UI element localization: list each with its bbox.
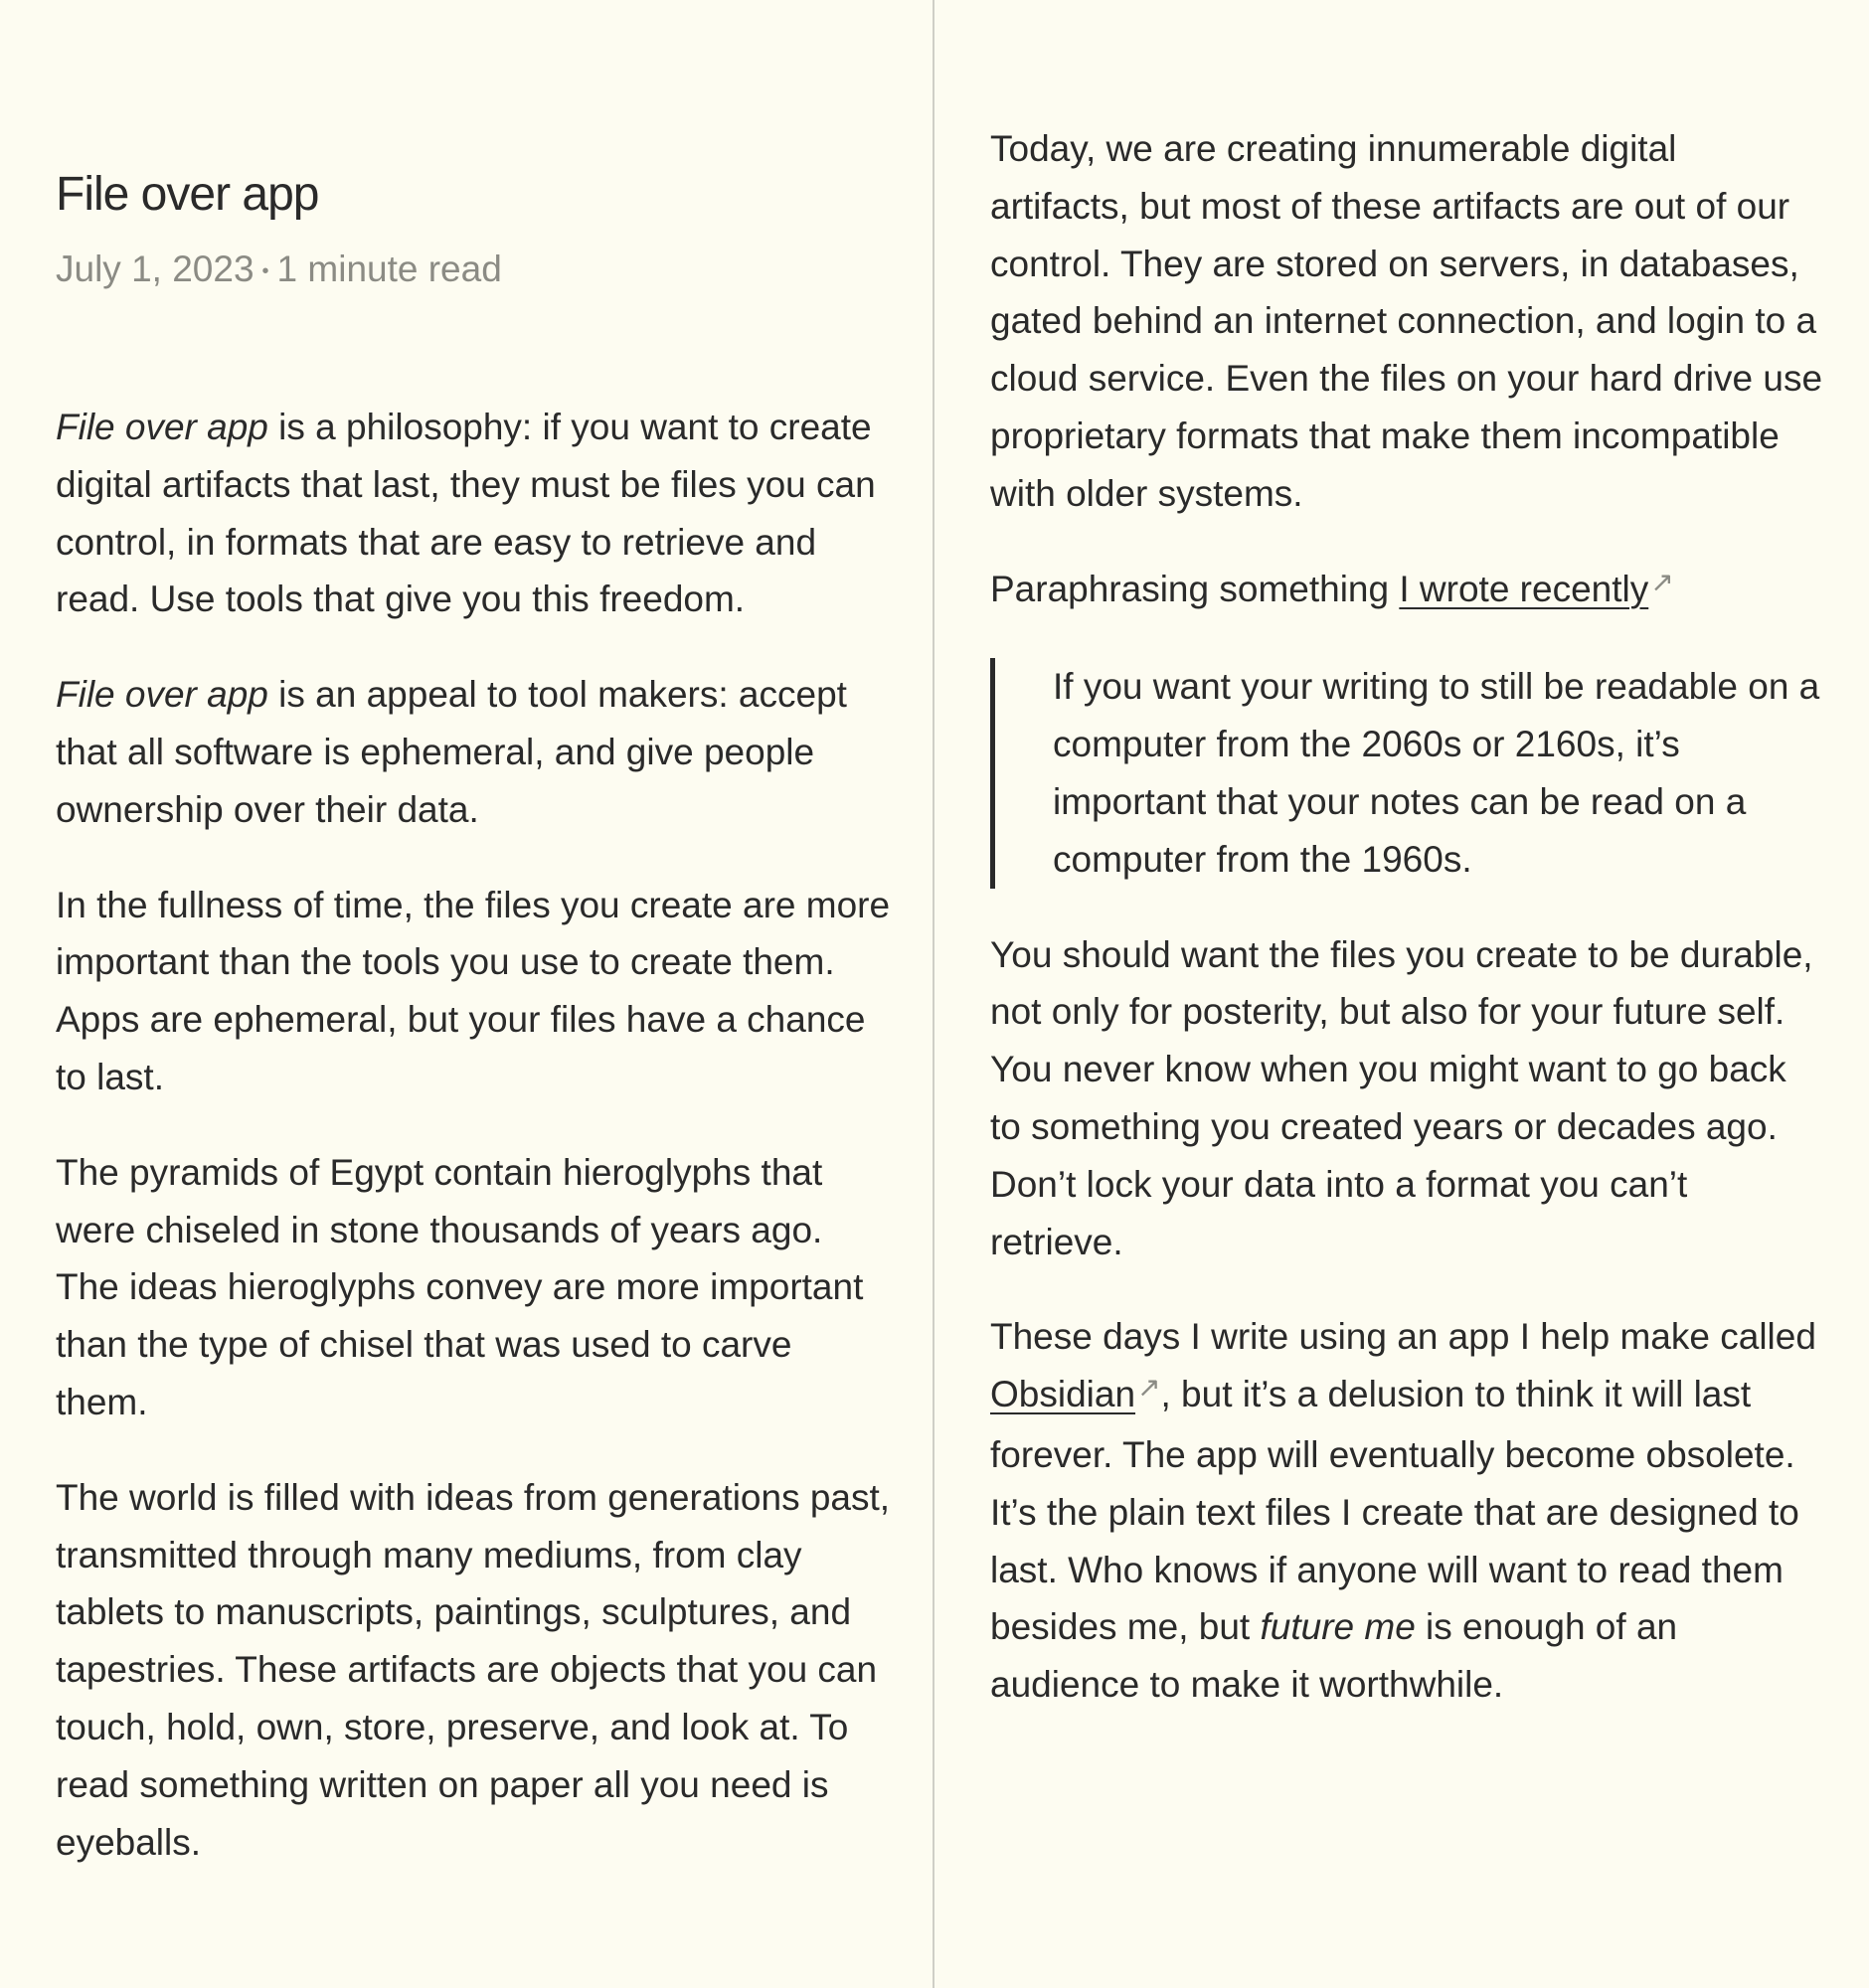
paragraph-7-text: Paraphrasing something xyxy=(990,568,1400,609)
column-divider xyxy=(933,0,934,1988)
paragraph-9-text-after: is enough of an audience to make it worthwhile. xyxy=(990,1606,1678,1706)
article-body-right xyxy=(990,120,1825,1751)
paragraph-7 xyxy=(990,561,1825,621)
paragraph-9-emphasis: future me xyxy=(1260,1606,1416,1648)
paragraph-8: You should want the files you create to be durable, not only for posterity, but also for your future self. You never know when you might want to go back to something you created years or decades ago. Don’t lock your data into a format you can’t retrieve. xyxy=(990,933,1813,1262)
article-body-left xyxy=(56,399,891,1908)
paragraph-1-text: is a philosophy: if you want to create digital artifacts that last, they must be files you can control, in formats that are easy to retrieve and read. Use tools that give you this freedom. xyxy=(56,407,876,620)
paragraph-2-text: is an appeal to tool makers: accept that all software is ephemeral, and give people ownership over their data. xyxy=(56,674,847,830)
paragraph-3: In the fullness of time, the files you create are more important than the tools you use to create them. Apps are ephemeral, but your files have a chance to last. xyxy=(56,884,891,1097)
read-time: 1 minute read xyxy=(276,248,502,289)
paragraph-2 xyxy=(56,666,891,838)
paragraph-9-text-middle: , but it’s a delusion to think it will last forever. The app will eventually become obsolete. It’s the plain text files I create that are designed to last. Who knows if anyone will want to read them besides me, but xyxy=(990,1374,1799,1648)
paragraph-9-text-before: These days I write using an app I help make called xyxy=(990,1316,1816,1358)
paragraph-5: The world is filled with ideas from generations past, transmitted through many mediums, from clay tablets to manuscripts, paintings, sculptures, and tapestries. These artifacts are objects that you can touch, hold, own, store, preserve, and look at. To read something written on paper all you need is eyeballs. xyxy=(56,1476,891,1863)
paragraph-6: Today, we are creating innumerable digital artifacts, but most of these artifacts are out of our control. They are stored on servers, in databases, gated behind an internet connection, and login to a cloud service. Even the files on your hard drive use proprietary formats that make them incompatible with older systems. xyxy=(990,128,1823,514)
paragraph-9 xyxy=(990,1308,1825,1714)
quote-text: If you want your writing to still be readable on a computer from the 2060s or 2160s, it’s important that your notes can be read on a computer from the 1960s. xyxy=(1053,666,1820,880)
link-obsidian[interactable]: Obsidian xyxy=(990,1374,1136,1415)
external-link-icon: ↗ xyxy=(1137,1372,1161,1404)
paragraph-4: The pyramids of Egypt contain hieroglyphs that were chiseled in stone thousands of years ago. The ideas hieroglyphs convey are more important than the type of chisel that was used to carve them. xyxy=(56,1151,864,1422)
paragraph-2-emphasis: File over app xyxy=(56,674,268,716)
meta-separator: • xyxy=(261,260,269,282)
paragraph-1 xyxy=(56,399,891,628)
link-i-wrote-recently[interactable]: I wrote recently xyxy=(1399,568,1649,609)
external-link-icon: ↗ xyxy=(1650,566,1674,597)
article-date: July 1, 2023 xyxy=(56,248,255,289)
article-title: File over app xyxy=(56,168,319,221)
blockquote xyxy=(990,658,1825,888)
paragraph-1-emphasis: File over app xyxy=(56,407,268,447)
article-meta xyxy=(56,248,502,290)
